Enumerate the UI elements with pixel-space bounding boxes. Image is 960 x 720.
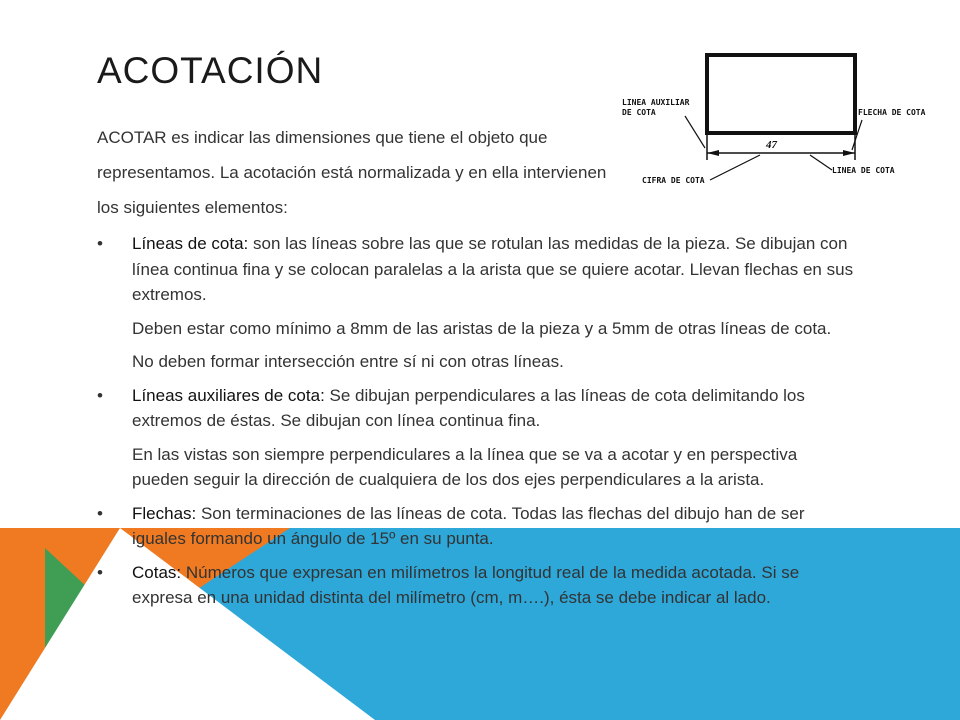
list-item-text (132, 383, 857, 434)
bullet-list (97, 231, 857, 619)
sub-paragraph: En las vistas son siempre perpendiculares a la línea que se va a acotar y en perspectiva pueden seguir la dirección de cualquiera de los dos ejes perpendiculares a la arista. (132, 444, 798, 489)
label-arrow: FLECHA DE COTA (858, 108, 926, 117)
term-label: Líneas de cota: (132, 234, 249, 253)
list-item-text (132, 560, 857, 611)
term-label: Líneas auxiliares de cota: (132, 385, 325, 405)
dimension-diagram (610, 50, 940, 195)
list-item-flechas (97, 501, 857, 552)
bullet-glyph: • (97, 385, 103, 405)
term-description: Se dibujan perpendiculares a las líneas de cota delimitando los extremos de éstas. Se dibujan con línea continua fina. (132, 385, 805, 430)
sub-paragraph: No deben formar intersección entre sí ni con otras líneas. (132, 352, 564, 371)
label-auxiliary-line-1: LINEA AUXILIAR (622, 98, 690, 107)
dimension-diagram-svg (610, 50, 940, 195)
label-figure: CIFRA DE COTA (642, 176, 705, 185)
slide-title: ACOTACIÓN (97, 50, 324, 91)
dimension-value: 47 (766, 139, 777, 151)
term-description: Números que expresan en milímetros la longitud real de la medida acotada. Si se expresa en una unidad distinta del milímetro (cm, m….), ésta se debe indicar al lado. (132, 562, 800, 607)
bullet-glyph: • (97, 503, 103, 523)
list-item-text (132, 231, 857, 308)
term-label: Cotas: (132, 562, 182, 582)
intro-paragraph: ACOTAR es indicar las dimensiones que tiene el objeto que representamos. La acotación está normalizada y en ella intervienen los siguientes elementos: (97, 128, 607, 217)
label-auxiliary-line-2: DE COTA (622, 108, 656, 117)
list-item-text (132, 501, 857, 552)
term-description: Son terminaciones de las líneas de cota. Todas las flechas del dibujo han de ser iguales formando un ángulo de 15º en su punta. (132, 503, 805, 548)
list-item-cotas (97, 560, 857, 611)
bullet-glyph: • (97, 562, 103, 582)
list-item-lineas-auxiliares (97, 383, 857, 493)
label-dimension-line: LINEA DE COTA (832, 166, 895, 175)
term-description: son las líneas sobre las que se rotulan las medidas de la pieza. Se dibujan con línea continua fina y se colocan paralelas a la arista que se quiere acotar. Llevan flechas en sus extremos. (132, 234, 854, 304)
term-label: Flechas: (132, 503, 197, 523)
list-item-lineas-de-cota (97, 231, 857, 375)
bullet-glyph: • (97, 234, 103, 253)
sub-paragraph: Deben estar como mínimo a 8mm de las aristas de la pieza y a 5mm de otras líneas de cota. (132, 318, 832, 338)
